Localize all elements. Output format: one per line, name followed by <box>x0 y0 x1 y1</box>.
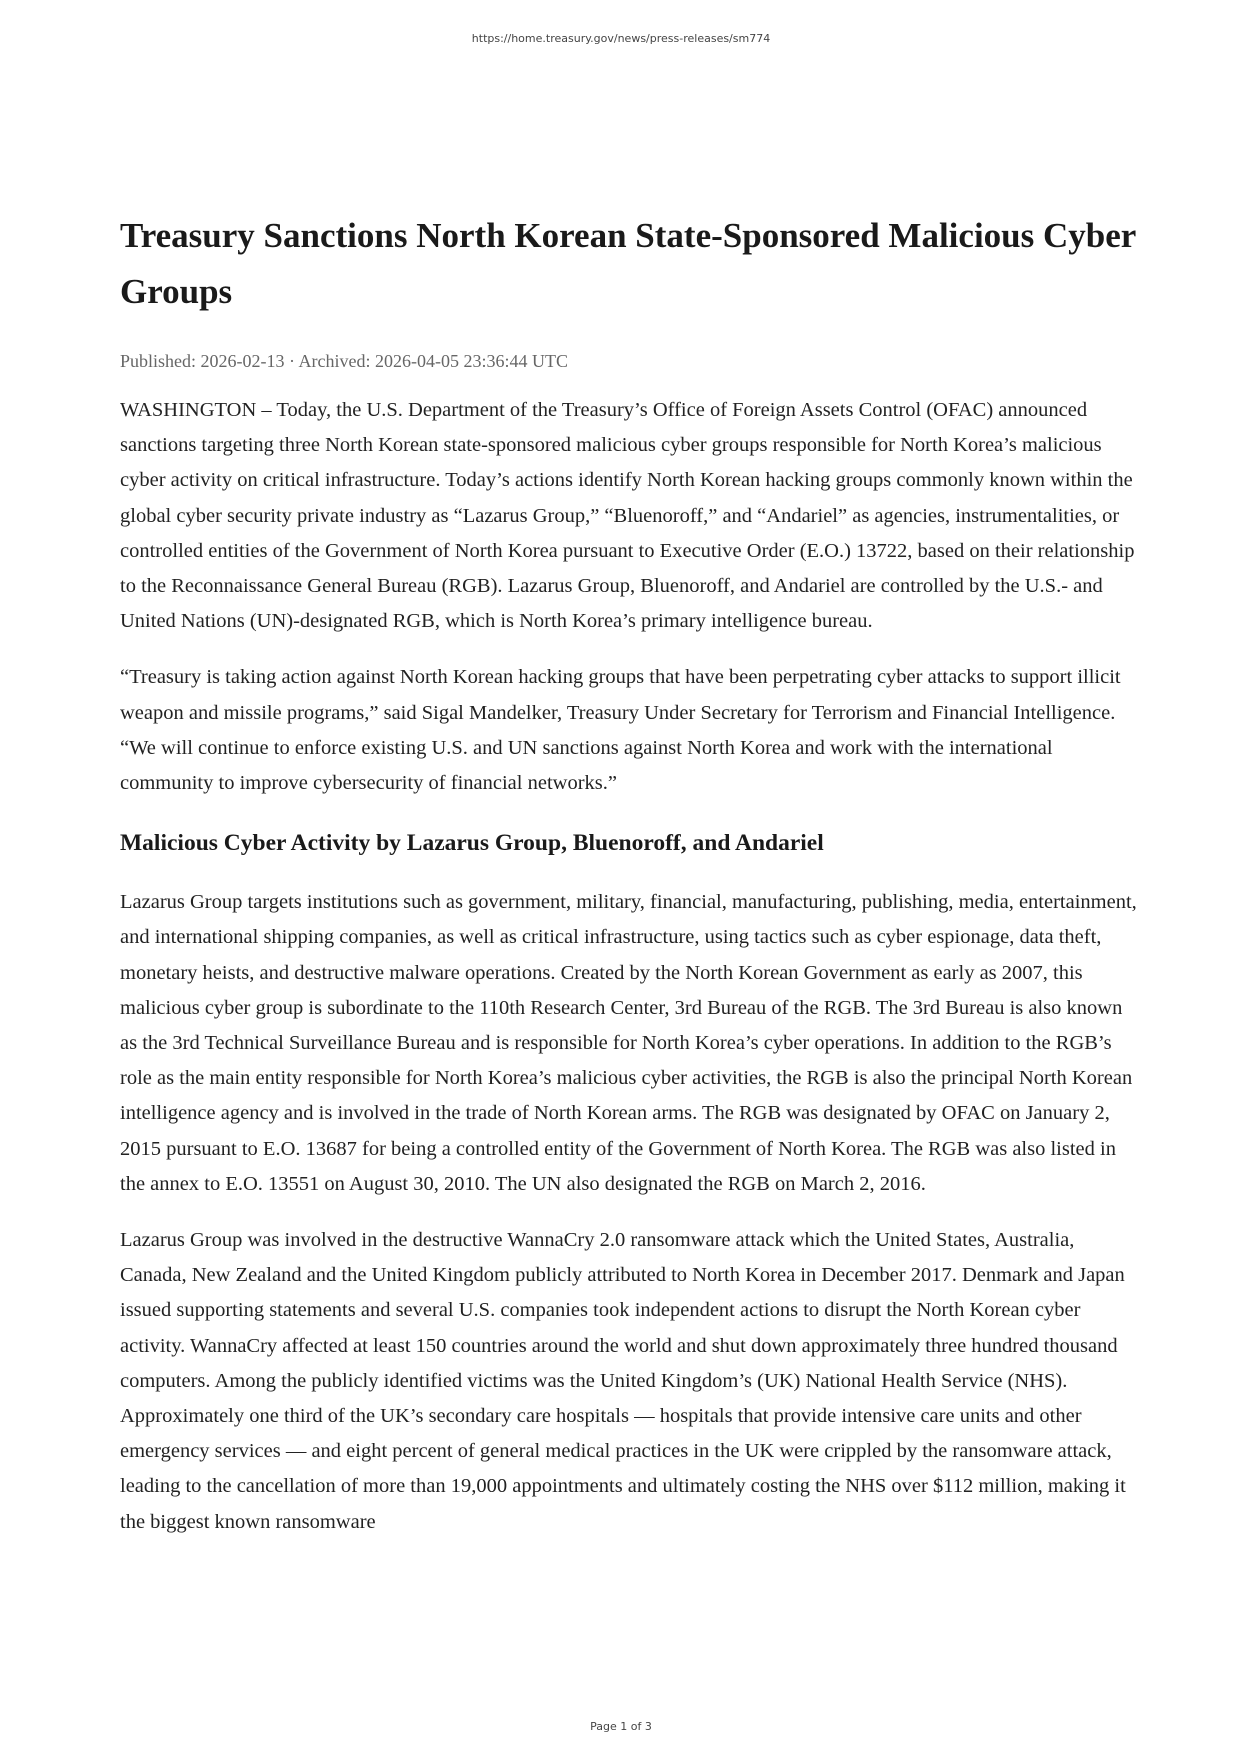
paragraph-intro: WASHINGTON – Today, the U.S. Department of the Treasury’s Office of Foreign Assets Control (OFAC) announced sanctions targeting three North Korean state-sponsored malicious cyber groups responsible for North Korea’s malicious cyber activity on critical infrastructure. Today’s actions identify North Korean hacking groups commonly known within the global cyber security private industry as “Lazarus Group,” “Bluenoroff,” and “Andariel” as agencies, instrumentalities, or controlled entities of the Government of North Korea pursuant to Executive Order (E.O.) 13722, based on their relationship to the Reconnaissance General Bureau (RGB). Lazarus Group, Bluenoroff, and Andariel are controlled by the U.S.- and United Nations (UN)-designated RGB, which is North Korea’s primary intelligence bureau. <box>120 399 1135 633</box>
paragraph-lazarus-targets: Lazarus Group targets institutions such as government, military, financial, manufacturing, publishing, media, entertainment, and international shipping companies, as well as critical infrastructure, using tactics such as cyber espionage, data theft, monetary heists, and destructive malware operations. Created by the North Korean Government as early as 2007, this malicious cyber group is subordinate to the 110th Research Center, 3rd Bureau of the RGB. The 3rd Bureau is also known as the 3rd Technical Surveillance Bureau and is responsible for North Korea’s cyber operations. In addition to the RGB’s role as the main entity responsible for North Korea’s malicious cyber activities, the RGB is also the principal North Korean intelligence agency and is involved in the trade of North Korean arms. The RGB was designated by OFAC on January 2, 2015 pursuant to E.O. 13687 for being a controlled entity of the Government of North Korea. The RGB was also listed in the annex to E.O. 13551 on August 30, 2010. The UN also designated the RGB on March 2, 2016. <box>120 891 1137 1195</box>
page-number: Page 1 of 3 <box>590 1720 652 1733</box>
paragraph-quote: “Treasury is taking action against North Korean hacking groups that have been perpetrating cyber attacks to support illicit weapon and missile programs,” said Sigal Mandelker, Treasury Under Secretary for Terrorism and Financial Intelligence. “We will continue to enforce existing U.S. and UN sanctions against North Korea and work with the international community to improve cybersecurity of financial networks.” <box>120 666 1121 795</box>
section-heading: Malicious Cyber Activity by Lazarus Group, Bluenoroff, and Andariel <box>120 830 824 857</box>
page-url: https://home.treasury.gov/news/press-releases/sm774 <box>471 32 771 45</box>
article-title: Treasury Sanctions North Korean State-Sponsored Malicious Cyber Groups <box>120 216 1136 311</box>
article-body <box>120 208 1140 1540</box>
paragraph-wannacry: Lazarus Group was involved in the destructive WannaCry 2.0 ransomware attack which the United States, Australia, Canada, New Zealand and the United Kingdom publicly attributed to North Korea in December 2017. Denmark and Japan issued supporting statements and several U.S. companies took independent actions to disrupt the North Korean cyber activity. WannaCry affected at least 150 countries around the world and shut down approximately three hundred thousand computers. Among the publicly identified victims was the United Kingdom’s (UK) National Health Service (NHS). Approximately one third of the UK’s secondary care hospitals — hospitals that provide intensive care units and other emergency services — and eight percent of general medical practices in the UK were crippled by the ransomware attack, leading to the cancellation of more than 19,000 appointments and ultimately costing the NHS over $112 million, making it the biggest known ransomware <box>120 1229 1126 1533</box>
publication-meta: Published: 2026-02-13 · Archived: 2026-04-05 23:36:44 UTC <box>120 351 568 371</box>
